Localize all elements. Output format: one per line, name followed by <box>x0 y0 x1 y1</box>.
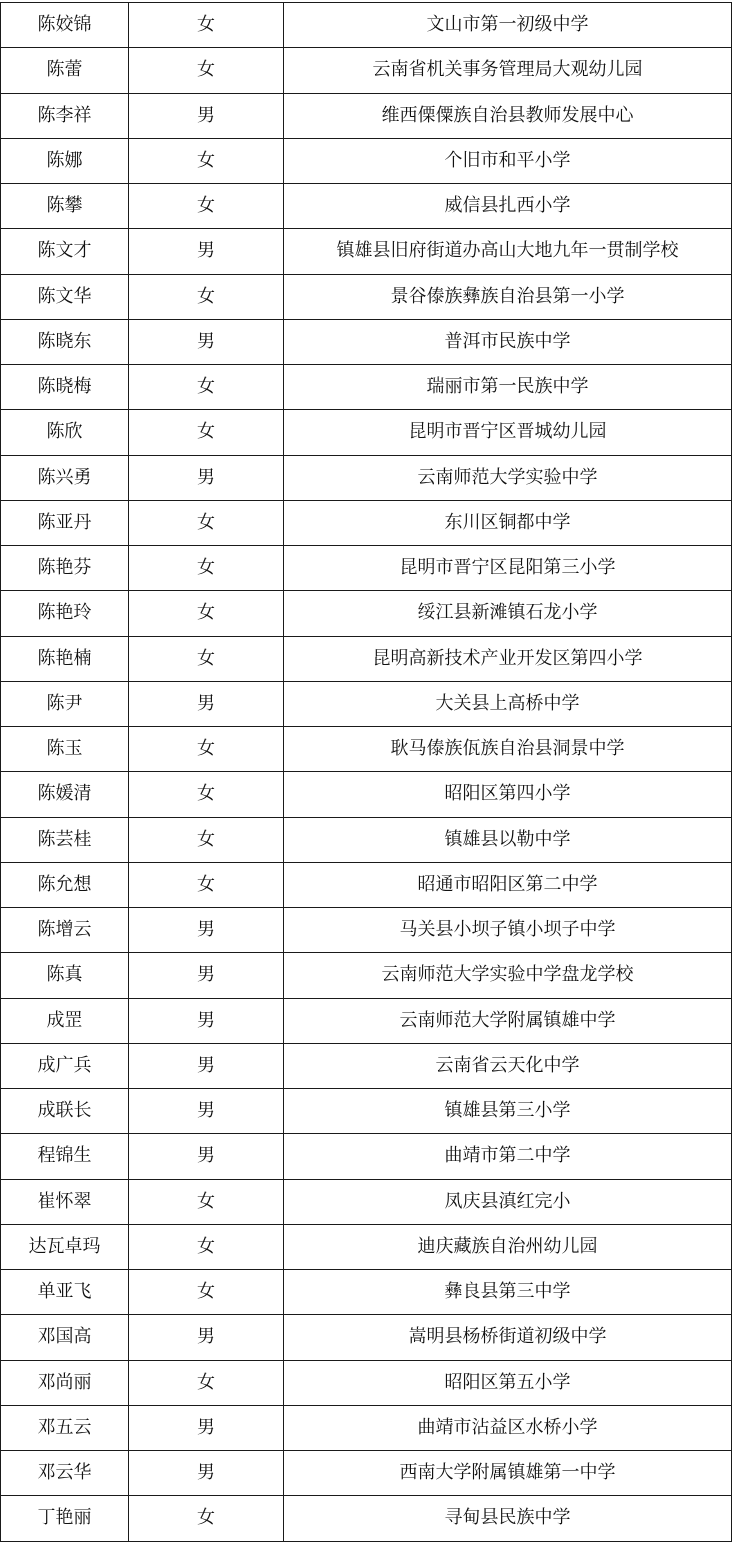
school-cell: 昆明高新技术产业开发区第四小学 <box>284 636 732 681</box>
school-cell: 马关县小坝子镇小坝子中学 <box>284 908 732 953</box>
gender-cell: 女 <box>129 772 284 817</box>
table-row <box>1 3 732 48</box>
gender-cell: 女 <box>129 591 284 636</box>
school-cell: 云南师范大学实验中学 <box>284 455 732 500</box>
table-row <box>1 817 732 862</box>
name-cell: 陈晓东 <box>1 319 129 364</box>
name-cell: 陈晓梅 <box>1 365 129 410</box>
school-cell: 云南省机关事务管理局大观幼儿园 <box>284 48 732 93</box>
school-cell: 个旧市和平小学 <box>284 138 732 183</box>
school-cell: 瑞丽市第一民族中学 <box>284 365 732 410</box>
gender-cell: 女 <box>129 1224 284 1269</box>
table-row <box>1 636 732 681</box>
school-cell: 威信县扎西小学 <box>284 184 732 229</box>
school-cell: 绥江县新滩镇石龙小学 <box>284 591 732 636</box>
name-cell: 陈芸桂 <box>1 817 129 862</box>
school-cell: 彝良县第三中学 <box>284 1270 732 1315</box>
name-cell: 崔怀翠 <box>1 1179 129 1224</box>
name-cell: 陈攀 <box>1 184 129 229</box>
school-cell: 维西傈僳族自治县教师发展中心 <box>284 93 732 138</box>
school-cell: 文山市第一初级中学 <box>284 3 732 48</box>
name-cell: 陈增云 <box>1 908 129 953</box>
school-cell: 曲靖市第二中学 <box>284 1134 732 1179</box>
table-row <box>1 365 732 410</box>
school-cell: 镇雄县以勒中学 <box>284 817 732 862</box>
gender-cell: 女 <box>129 48 284 93</box>
school-cell: 嵩明县杨桥街道初级中学 <box>284 1315 732 1360</box>
table-row <box>1 48 732 93</box>
school-cell: 大关县上高桥中学 <box>284 681 732 726</box>
gender-cell: 男 <box>129 953 284 998</box>
school-cell: 昭通市昭阳区第二中学 <box>284 862 732 907</box>
gender-cell: 女 <box>129 274 284 319</box>
name-cell: 邓云华 <box>1 1451 129 1496</box>
gender-cell: 男 <box>129 229 284 274</box>
table-row <box>1 1179 732 1224</box>
name-cell: 陈艳芬 <box>1 546 129 591</box>
table-row <box>1 772 732 817</box>
name-cell: 成广兵 <box>1 1043 129 1088</box>
table-row <box>1 1270 732 1315</box>
gender-cell: 女 <box>129 862 284 907</box>
table-row <box>1 862 732 907</box>
name-cell: 达瓦卓玛 <box>1 1224 129 1269</box>
school-cell: 云南师范大学实验中学盘龙学校 <box>284 953 732 998</box>
name-cell: 邓国高 <box>1 1315 129 1360</box>
gender-cell: 男 <box>129 319 284 364</box>
school-cell: 镇雄县旧府街道办高山大地九年一贯制学校 <box>284 229 732 274</box>
name-cell: 陈蕾 <box>1 48 129 93</box>
table-row <box>1 727 732 772</box>
table-row <box>1 591 732 636</box>
gender-cell: 男 <box>129 681 284 726</box>
gender-cell: 男 <box>129 455 284 500</box>
name-cell: 陈兴勇 <box>1 455 129 500</box>
school-cell: 耿马傣族佤族自治县洞景中学 <box>284 727 732 772</box>
gender-cell: 女 <box>129 184 284 229</box>
table-row <box>1 138 732 183</box>
table-row <box>1 1451 732 1496</box>
table-row <box>1 1315 732 1360</box>
name-cell: 陈允想 <box>1 862 129 907</box>
school-cell: 昆明市晋宁区昆阳第三小学 <box>284 546 732 591</box>
name-cell: 陈文华 <box>1 274 129 319</box>
name-cell: 程锦生 <box>1 1134 129 1179</box>
gender-cell: 女 <box>129 1360 284 1405</box>
name-cell: 陈尹 <box>1 681 129 726</box>
school-cell: 普洱市民族中学 <box>284 319 732 364</box>
table-row <box>1 1089 732 1134</box>
school-cell: 云南师范大学附属镇雄中学 <box>284 998 732 1043</box>
school-cell: 昭阳区第四小学 <box>284 772 732 817</box>
name-cell: 陈艳楠 <box>1 636 129 681</box>
name-cell: 陈欣 <box>1 410 129 455</box>
gender-cell: 男 <box>129 908 284 953</box>
school-cell: 西南大学附属镇雄第一中学 <box>284 1451 732 1496</box>
name-cell: 丁艳丽 <box>1 1496 129 1541</box>
school-cell: 曲靖市沾益区水桥小学 <box>284 1405 732 1450</box>
gender-cell: 男 <box>129 1405 284 1450</box>
teacher-roster-table <box>0 2 732 1542</box>
table-row <box>1 410 732 455</box>
school-cell: 东川区铜都中学 <box>284 500 732 545</box>
gender-cell: 女 <box>129 546 284 591</box>
gender-cell: 男 <box>129 1451 284 1496</box>
gender-cell: 女 <box>129 138 284 183</box>
table-row <box>1 319 732 364</box>
name-cell: 陈李祥 <box>1 93 129 138</box>
gender-cell: 女 <box>129 817 284 862</box>
gender-cell: 男 <box>129 93 284 138</box>
school-cell: 寻甸县民族中学 <box>284 1496 732 1541</box>
school-cell: 昭阳区第五小学 <box>284 1360 732 1405</box>
table-row <box>1 1360 732 1405</box>
name-cell: 陈亚丹 <box>1 500 129 545</box>
table-row <box>1 274 732 319</box>
gender-cell: 女 <box>129 1270 284 1315</box>
gender-cell: 男 <box>129 998 284 1043</box>
roster-table-body <box>1 3 732 1542</box>
table-row <box>1 998 732 1043</box>
school-cell: 景谷傣族彝族自治县第一小学 <box>284 274 732 319</box>
name-cell: 陈姣锦 <box>1 3 129 48</box>
name-cell: 成联长 <box>1 1089 129 1134</box>
gender-cell: 女 <box>129 365 284 410</box>
name-cell: 单亚飞 <box>1 1270 129 1315</box>
table-row <box>1 229 732 274</box>
name-cell: 陈玉 <box>1 727 129 772</box>
table-row <box>1 1043 732 1088</box>
school-cell: 镇雄县第三小学 <box>284 1089 732 1134</box>
table-row <box>1 1134 732 1179</box>
name-cell: 邓五云 <box>1 1405 129 1450</box>
name-cell: 邓尚丽 <box>1 1360 129 1405</box>
table-row <box>1 93 732 138</box>
gender-cell: 男 <box>129 1134 284 1179</box>
gender-cell: 女 <box>129 636 284 681</box>
gender-cell: 女 <box>129 410 284 455</box>
name-cell: 陈真 <box>1 953 129 998</box>
name-cell: 陈艳玲 <box>1 591 129 636</box>
school-cell: 凤庆县滇红完小 <box>284 1179 732 1224</box>
table-row <box>1 908 732 953</box>
school-cell: 云南省云天化中学 <box>284 1043 732 1088</box>
name-cell: 陈媛清 <box>1 772 129 817</box>
table-row <box>1 953 732 998</box>
table-row <box>1 546 732 591</box>
gender-cell: 女 <box>129 1496 284 1541</box>
name-cell: 陈文才 <box>1 229 129 274</box>
table-row <box>1 1405 732 1450</box>
gender-cell: 男 <box>129 1043 284 1088</box>
table-row <box>1 1496 732 1541</box>
gender-cell: 女 <box>129 500 284 545</box>
gender-cell: 男 <box>129 1315 284 1360</box>
gender-cell: 男 <box>129 1089 284 1134</box>
school-cell: 昆明市晋宁区晋城幼儿园 <box>284 410 732 455</box>
name-cell: 成罡 <box>1 998 129 1043</box>
gender-cell: 女 <box>129 727 284 772</box>
table-row <box>1 184 732 229</box>
name-cell: 陈娜 <box>1 138 129 183</box>
table-row <box>1 1224 732 1269</box>
gender-cell: 女 <box>129 1179 284 1224</box>
table-row <box>1 681 732 726</box>
table-row <box>1 500 732 545</box>
gender-cell: 女 <box>129 3 284 48</box>
table-row <box>1 455 732 500</box>
school-cell: 迪庆藏族自治州幼儿园 <box>284 1224 732 1269</box>
